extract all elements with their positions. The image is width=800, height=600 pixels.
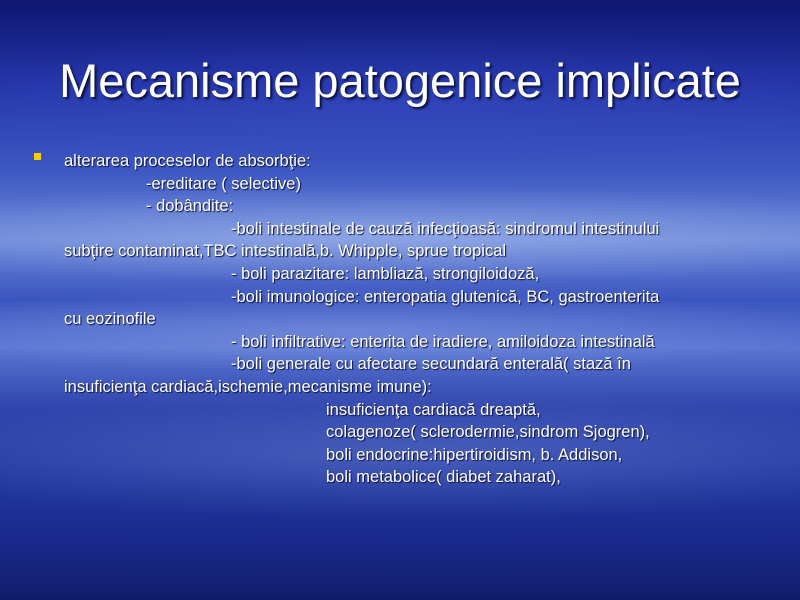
bullet-text: alterarea proceselor de absorbţie: [64, 152, 311, 170]
sub-item-dobandite: - dobândite: [146, 197, 234, 216]
sub-item-boli-endocrine: boli endocrine:hipertiroidism, b. Addison, [326, 445, 623, 464]
slide-body [30, 150, 770, 489]
square-bullet-icon [34, 153, 41, 160]
sub-item-boli-imunologice-continued: cu eozinofile [64, 310, 156, 329]
sub-item-boli-imunologice: -boli imunologice: enteropatia glutenică, BC, gastroenterita [231, 287, 660, 306]
sub-item-boli-parazitare: - boli parazitare: lambliază, strongiloidoză, [231, 264, 540, 283]
sub-item-boli-generale: -boli generale cu afectare secundară enterală( stază în [231, 355, 631, 374]
sub-item-boli-intestinale-continued: subţire contaminat,TBC intestinală,b. Whipple, sprue tropical [64, 242, 507, 261]
sub-item-ereditare: -ereditare ( selective) [146, 174, 301, 193]
sub-item-boli-infiltrative: - boli infiltrative: enterita de iradiere, amiloidoza intestinală [231, 332, 655, 351]
sub-item-boli-generale-continued: insuficienţa cardiacă,ischemie,mecanisme imune): [64, 377, 432, 396]
sub-item-insuficienta-cardiaca: insuficienţa cardiacă dreaptă, [326, 400, 541, 419]
slide-title: Mecanisme patogenice implicate [59, 54, 741, 107]
sub-item-boli-metabolice: boli metabolice( diabet zaharat), [326, 468, 561, 487]
sub-item-boli-intestinale: -boli intestinale de cauză infecţioasă: sindromul intestinului [231, 219, 660, 238]
bullet-item [30, 150, 770, 173]
sub-item-colagenoze: colagenoze( sclerodermie,sindrom Sjogren), [326, 423, 650, 442]
